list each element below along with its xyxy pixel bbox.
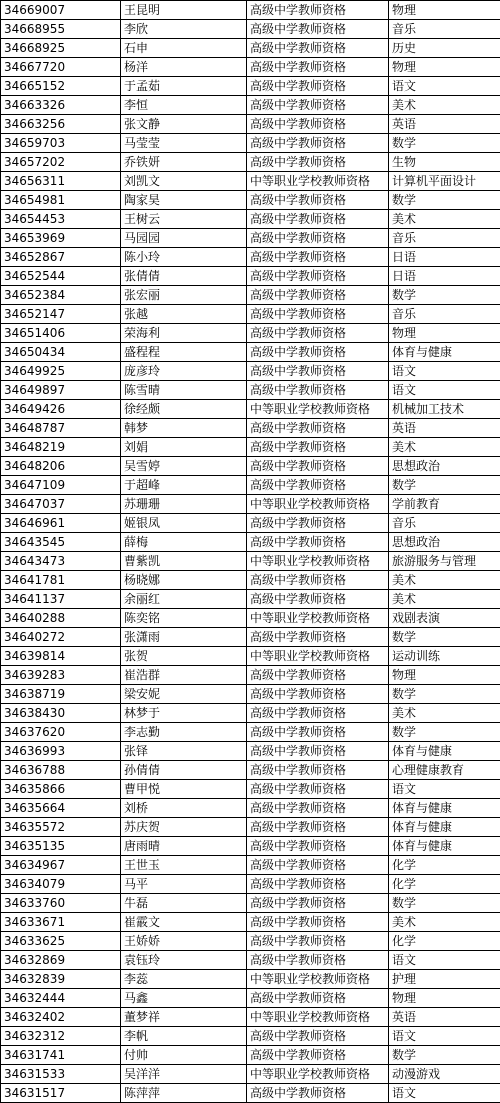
table-row	[1, 552, 500, 571]
subject-cell: 语文	[389, 1027, 500, 1046]
id-cell: 34633625	[1, 932, 121, 951]
id-cell: 34648219	[1, 438, 121, 457]
id-cell: 34635664	[1, 799, 121, 818]
name-cell: 姬银凤	[121, 514, 247, 533]
id-cell: 34643473	[1, 552, 121, 571]
subject-cell: 戏剧表演	[389, 609, 500, 628]
subject-cell: 语文	[389, 362, 500, 381]
subject-cell: 计算机平面设计	[389, 172, 500, 191]
name-cell: 董梦祥	[121, 1008, 247, 1027]
subject-cell: 物理	[389, 1, 500, 20]
qualification-cell: 高级中学教师资格	[247, 1, 389, 20]
name-cell: 杨晓娜	[121, 571, 247, 590]
name-cell: 曹紫凯	[121, 552, 247, 571]
name-cell: 石申	[121, 39, 247, 58]
id-cell: 34649426	[1, 400, 121, 419]
id-cell: 34638719	[1, 685, 121, 704]
name-cell: 刘凯文	[121, 172, 247, 191]
qualification-cell: 高级中学教师资格	[247, 343, 389, 362]
table-row	[1, 742, 500, 761]
subject-cell: 体育与健康	[389, 742, 500, 761]
table-row	[1, 704, 500, 723]
id-cell: 34635135	[1, 837, 121, 856]
table-row	[1, 134, 500, 153]
table-row	[1, 343, 500, 362]
table-row	[1, 495, 500, 514]
name-cell: 陈小玲	[121, 248, 247, 267]
name-cell: 马莹莹	[121, 134, 247, 153]
id-cell: 34652384	[1, 286, 121, 305]
qualification-cell: 高级中学教师资格	[247, 267, 389, 286]
name-cell: 于超峰	[121, 476, 247, 495]
subject-cell: 思想政治	[389, 533, 500, 552]
table-row	[1, 457, 500, 476]
table-row	[1, 115, 500, 134]
id-cell: 34663326	[1, 96, 121, 115]
name-cell: 陈萍萍	[121, 1084, 247, 1103]
subject-cell: 动漫游戏	[389, 1065, 500, 1084]
subject-cell: 数学	[389, 134, 500, 153]
qualification-cell: 高级中学教师资格	[247, 837, 389, 856]
name-cell: 韩梦	[121, 419, 247, 438]
qualification-cell: 高级中学教师资格	[247, 438, 389, 457]
subject-cell: 语文	[389, 951, 500, 970]
id-cell: 34668925	[1, 39, 121, 58]
name-cell: 唐雨晴	[121, 837, 247, 856]
subject-cell: 生物	[389, 153, 500, 172]
subject-cell: 机械加工技术	[389, 400, 500, 419]
qualification-cell: 高级中学教师资格	[247, 704, 389, 723]
qualification-cell: 高级中学教师资格	[247, 856, 389, 875]
table-row	[1, 723, 500, 742]
table-row	[1, 818, 500, 837]
qualification-cell: 高级中学教师资格	[247, 115, 389, 134]
subject-cell: 物理	[389, 58, 500, 77]
qualification-cell: 高级中学教师资格	[247, 514, 389, 533]
id-cell: 34669007	[1, 1, 121, 20]
name-cell: 荣海利	[121, 324, 247, 343]
id-cell: 34652147	[1, 305, 121, 324]
table-row	[1, 400, 500, 419]
table-row	[1, 533, 500, 552]
table-row	[1, 685, 500, 704]
qualification-cell: 高级中学教师资格	[247, 666, 389, 685]
qualification-cell: 高级中学教师资格	[247, 286, 389, 305]
table-row	[1, 58, 500, 77]
subject-cell: 数学	[389, 191, 500, 210]
id-cell: 34667720	[1, 58, 121, 77]
id-cell: 34634967	[1, 856, 121, 875]
name-cell: 徐经颇	[121, 400, 247, 419]
qualification-cell: 高级中学教师资格	[247, 571, 389, 590]
name-cell: 付帅	[121, 1046, 247, 1065]
table-row	[1, 438, 500, 457]
name-cell: 马园园	[121, 229, 247, 248]
qualification-cell: 高级中学教师资格	[247, 1027, 389, 1046]
table-row	[1, 875, 500, 894]
table-row	[1, 1046, 500, 1065]
table-row	[1, 20, 500, 39]
id-cell: 34632312	[1, 1027, 121, 1046]
table-row	[1, 419, 500, 438]
name-cell: 吴雪婷	[121, 457, 247, 476]
table-row	[1, 932, 500, 951]
qualification-cell: 高级中学教师资格	[247, 913, 389, 932]
name-cell: 杨洋	[121, 58, 247, 77]
subject-cell: 数学	[389, 476, 500, 495]
id-cell: 34640288	[1, 609, 121, 628]
qualification-cell: 高级中学教师资格	[247, 39, 389, 58]
name-cell: 王树云	[121, 210, 247, 229]
id-cell: 34638430	[1, 704, 121, 723]
qualification-cell: 高级中学教师资格	[247, 818, 389, 837]
table-row	[1, 267, 500, 286]
name-cell: 李帆	[121, 1027, 247, 1046]
subject-cell: 数学	[389, 628, 500, 647]
name-cell: 吴洋洋	[121, 1065, 247, 1084]
id-cell: 34652544	[1, 267, 121, 286]
name-cell: 陈雪晴	[121, 381, 247, 400]
subject-cell: 日语	[389, 248, 500, 267]
name-cell: 李欣	[121, 20, 247, 39]
id-cell: 34649897	[1, 381, 121, 400]
table-row	[1, 172, 500, 191]
id-cell: 34631517	[1, 1084, 121, 1103]
subject-cell: 美术	[389, 96, 500, 115]
subject-cell: 美术	[389, 210, 500, 229]
table-row	[1, 229, 500, 248]
id-cell: 34633671	[1, 913, 121, 932]
table-row	[1, 324, 500, 343]
table-row	[1, 837, 500, 856]
subject-cell: 旅游服务与管理	[389, 552, 500, 571]
name-cell: 曹甲悦	[121, 780, 247, 799]
subject-cell: 美术	[389, 571, 500, 590]
id-cell: 34654453	[1, 210, 121, 229]
subject-cell: 音乐	[389, 305, 500, 324]
subject-cell: 化学	[389, 932, 500, 951]
table-row	[1, 571, 500, 590]
id-cell: 34663256	[1, 115, 121, 134]
subject-cell: 体育与健康	[389, 343, 500, 362]
table-row	[1, 628, 500, 647]
subject-cell: 语文	[389, 381, 500, 400]
name-cell: 盛程程	[121, 343, 247, 362]
subject-cell: 英语	[389, 115, 500, 134]
id-cell: 34652867	[1, 248, 121, 267]
qualification-cell: 中等职业学校教师资格	[247, 495, 389, 514]
qualification-cell: 中等职业学校教师资格	[247, 609, 389, 628]
subject-cell: 化学	[389, 856, 500, 875]
name-cell: 张文静	[121, 115, 247, 134]
name-cell: 王昆明	[121, 1, 247, 20]
qualification-cell: 高级中学教师资格	[247, 761, 389, 780]
subject-cell: 数学	[389, 1046, 500, 1065]
table-row	[1, 476, 500, 495]
name-cell: 张潇雨	[121, 628, 247, 647]
qualification-cell: 高级中学教师资格	[247, 1084, 389, 1103]
name-cell: 崔浩群	[121, 666, 247, 685]
qualification-cell: 高级中学教师资格	[247, 685, 389, 704]
qualification-cell: 高级中学教师资格	[247, 875, 389, 894]
id-cell: 34636788	[1, 761, 121, 780]
qualification-cell: 高级中学教师资格	[247, 77, 389, 96]
subject-cell: 历史	[389, 39, 500, 58]
id-cell: 34637620	[1, 723, 121, 742]
qualification-cell: 高级中学教师资格	[247, 248, 389, 267]
table-row	[1, 647, 500, 666]
id-cell: 34648787	[1, 419, 121, 438]
qualification-cell: 高级中学教师资格	[247, 210, 389, 229]
name-cell: 王娇娇	[121, 932, 247, 951]
table-row	[1, 96, 500, 115]
name-cell: 苏珊珊	[121, 495, 247, 514]
qualification-cell: 中等职业学校教师资格	[247, 172, 389, 191]
id-cell: 34648206	[1, 457, 121, 476]
subject-cell: 物理	[389, 989, 500, 1008]
subject-cell: 语文	[389, 1084, 500, 1103]
name-cell: 崔霰文	[121, 913, 247, 932]
name-cell: 李志勤	[121, 723, 247, 742]
name-cell: 于孟茹	[121, 77, 247, 96]
table-row	[1, 761, 500, 780]
qualification-cell: 高级中学教师资格	[247, 951, 389, 970]
qualification-cell: 高级中学教师资格	[247, 533, 389, 552]
table-row	[1, 77, 500, 96]
table-row	[1, 153, 500, 172]
qualification-cell: 高级中学教师资格	[247, 894, 389, 913]
qualification-cell: 中等职业学校教师资格	[247, 1065, 389, 1084]
id-cell: 34665152	[1, 77, 121, 96]
name-cell: 张宏丽	[121, 286, 247, 305]
name-cell: 李恒	[121, 96, 247, 115]
table-row	[1, 1027, 500, 1046]
name-cell: 李蕊	[121, 970, 247, 989]
subject-cell: 物理	[389, 324, 500, 343]
name-cell: 张倩倩	[121, 267, 247, 286]
subject-cell: 体育与健康	[389, 837, 500, 856]
table-row	[1, 780, 500, 799]
id-cell: 34634079	[1, 875, 121, 894]
id-cell: 34632402	[1, 1008, 121, 1027]
subject-cell: 数学	[389, 286, 500, 305]
name-cell: 余丽红	[121, 590, 247, 609]
table-row	[1, 1, 500, 20]
id-cell: 34654981	[1, 191, 121, 210]
name-cell: 刘桥	[121, 799, 247, 818]
table-row	[1, 609, 500, 628]
id-cell: 34668955	[1, 20, 121, 39]
qualification-cell: 高级中学教师资格	[247, 799, 389, 818]
id-cell: 34647037	[1, 495, 121, 514]
subject-cell: 音乐	[389, 514, 500, 533]
name-cell: 袁钰玲	[121, 951, 247, 970]
id-cell: 34659703	[1, 134, 121, 153]
name-cell: 庞彦玲	[121, 362, 247, 381]
table-row	[1, 856, 500, 875]
subject-cell: 思想政治	[389, 457, 500, 476]
name-cell: 孙倩倩	[121, 761, 247, 780]
subject-cell: 物理	[389, 666, 500, 685]
name-cell: 牛磊	[121, 894, 247, 913]
name-cell: 乔铁妍	[121, 153, 247, 172]
table-row	[1, 894, 500, 913]
id-cell: 34647109	[1, 476, 121, 495]
qualification-cell: 高级中学教师资格	[247, 742, 389, 761]
table-row	[1, 951, 500, 970]
qualification-cell: 高级中学教师资格	[247, 191, 389, 210]
table-row	[1, 381, 500, 400]
table-body	[1, 1, 500, 1103]
subject-cell: 数学	[389, 894, 500, 913]
table-row	[1, 362, 500, 381]
qualification-cell: 高级中学教师资格	[247, 96, 389, 115]
table-row	[1, 666, 500, 685]
qualification-cell: 高级中学教师资格	[247, 419, 389, 438]
name-cell: 刘娟	[121, 438, 247, 457]
table-row	[1, 590, 500, 609]
qualification-cell: 高级中学教师资格	[247, 457, 389, 476]
qualification-cell: 高级中学教师资格	[247, 362, 389, 381]
qualification-cell: 中等职业学校教师资格	[247, 400, 389, 419]
qualification-cell: 高级中学教师资格	[247, 628, 389, 647]
subject-cell: 美术	[389, 704, 500, 723]
subject-cell: 学前教育	[389, 495, 500, 514]
id-cell: 34649925	[1, 362, 121, 381]
qualification-cell: 中等职业学校教师资格	[247, 970, 389, 989]
subject-cell: 化学	[389, 875, 500, 894]
name-cell: 张越	[121, 305, 247, 324]
table-row	[1, 191, 500, 210]
qualification-cell: 高级中学教师资格	[247, 134, 389, 153]
qualification-cell: 中等职业学校教师资格	[247, 1008, 389, 1027]
qualification-cell: 高级中学教师资格	[247, 229, 389, 248]
subject-cell: 音乐	[389, 20, 500, 39]
subject-cell: 语文	[389, 780, 500, 799]
subject-cell: 心理健康教育	[389, 761, 500, 780]
id-cell: 34632869	[1, 951, 121, 970]
name-cell: 张铎	[121, 742, 247, 761]
qualification-cell: 高级中学教师资格	[247, 153, 389, 172]
id-cell: 34651406	[1, 324, 121, 343]
table-row	[1, 913, 500, 932]
id-cell: 34640272	[1, 628, 121, 647]
qualification-cell: 高级中学教师资格	[247, 723, 389, 742]
subject-cell: 护理	[389, 970, 500, 989]
qualification-cell: 高级中学教师资格	[247, 58, 389, 77]
qualification-cell: 中等职业学校教师资格	[247, 552, 389, 571]
subject-cell: 体育与健康	[389, 818, 500, 837]
table-row	[1, 305, 500, 324]
subject-cell: 英语	[389, 1008, 500, 1027]
qualification-cell: 高级中学教师资格	[247, 476, 389, 495]
table-row	[1, 989, 500, 1008]
qualification-cell: 高级中学教师资格	[247, 989, 389, 1008]
table-row	[1, 1008, 500, 1027]
qualification-cell: 高级中学教师资格	[247, 305, 389, 324]
qualification-cell: 高级中学教师资格	[247, 324, 389, 343]
subject-cell: 音乐	[389, 229, 500, 248]
table-row	[1, 799, 500, 818]
subject-cell: 美术	[389, 913, 500, 932]
name-cell: 苏庆贺	[121, 818, 247, 837]
id-cell: 34632444	[1, 989, 121, 1008]
id-cell: 34631533	[1, 1065, 121, 1084]
qualification-cell: 高级中学教师资格	[247, 932, 389, 951]
id-cell: 34636993	[1, 742, 121, 761]
subject-cell: 语文	[389, 77, 500, 96]
qualification-cell: 中等职业学校教师资格	[247, 647, 389, 666]
name-cell: 林梦于	[121, 704, 247, 723]
id-cell: 34653969	[1, 229, 121, 248]
id-cell: 34656311	[1, 172, 121, 191]
qualification-cell: 高级中学教师资格	[247, 20, 389, 39]
subject-cell: 美术	[389, 590, 500, 609]
name-cell: 王世玉	[121, 856, 247, 875]
id-cell: 34639814	[1, 647, 121, 666]
name-cell: 梁安妮	[121, 685, 247, 704]
subject-cell: 运动训练	[389, 647, 500, 666]
table-row	[1, 286, 500, 305]
name-cell: 陈奕铭	[121, 609, 247, 628]
table-row	[1, 39, 500, 58]
id-cell: 34632839	[1, 970, 121, 989]
name-cell: 薛梅	[121, 533, 247, 552]
name-cell: 陶家昊	[121, 191, 247, 210]
subject-cell: 日语	[389, 267, 500, 286]
id-cell: 34635572	[1, 818, 121, 837]
id-cell: 34639283	[1, 666, 121, 685]
subject-cell: 美术	[389, 438, 500, 457]
id-cell: 34641137	[1, 590, 121, 609]
id-cell: 34650434	[1, 343, 121, 362]
subject-cell: 数学	[389, 723, 500, 742]
id-cell: 34633760	[1, 894, 121, 913]
id-cell: 34646961	[1, 514, 121, 533]
id-cell: 34631741	[1, 1046, 121, 1065]
table-row	[1, 514, 500, 533]
name-cell: 张贺	[121, 647, 247, 666]
table-row	[1, 248, 500, 267]
qualification-cell: 高级中学教师资格	[247, 381, 389, 400]
qualification-cell: 高级中学教师资格	[247, 1046, 389, 1065]
id-cell: 34641781	[1, 571, 121, 590]
subject-cell: 英语	[389, 419, 500, 438]
id-cell: 34635866	[1, 780, 121, 799]
id-cell: 34657202	[1, 153, 121, 172]
subject-cell: 体育与健康	[389, 799, 500, 818]
name-cell: 马鑫	[121, 989, 247, 1008]
qualification-cell: 高级中学教师资格	[247, 590, 389, 609]
subject-cell: 数学	[389, 685, 500, 704]
table-row	[1, 1065, 500, 1084]
qualification-cell: 高级中学教师资格	[247, 780, 389, 799]
table-row	[1, 210, 500, 229]
id-cell: 34643545	[1, 533, 121, 552]
table-row	[1, 970, 500, 989]
name-cell: 马平	[121, 875, 247, 894]
